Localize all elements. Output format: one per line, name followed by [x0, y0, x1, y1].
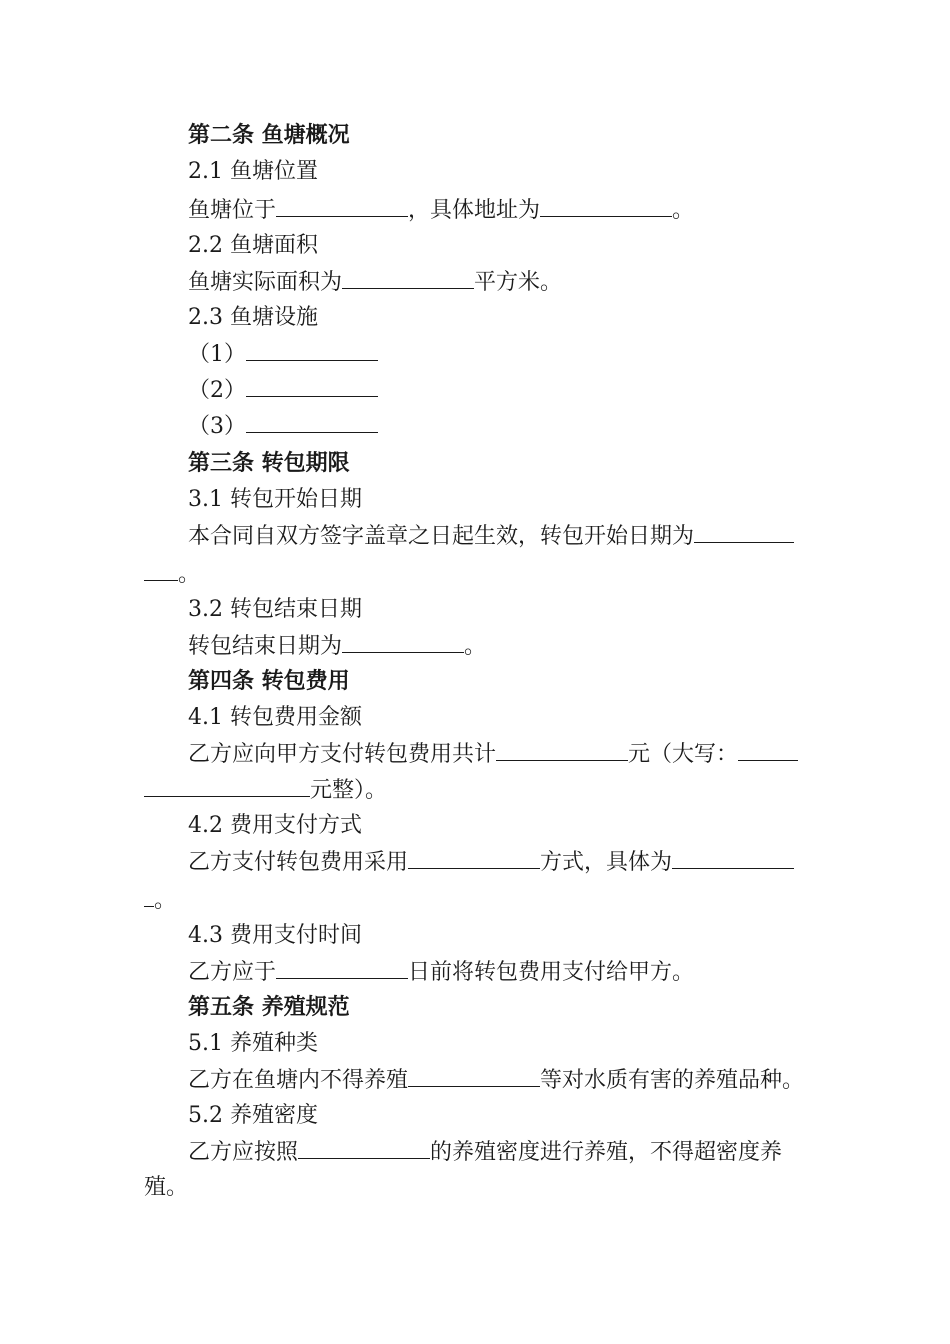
blank-payment-date	[276, 958, 408, 979]
clause-3-2-text	[188, 632, 486, 661]
section-2-heading: 第二条 鱼塘概况	[188, 123, 350, 148]
clause-4-1-text	[188, 740, 798, 769]
text-segment: 鱼塘实际面积为	[188, 270, 343, 295]
clause-4-3-heading: 4.3 费用支付时间	[188, 923, 362, 948]
blank-facility-2	[246, 376, 378, 397]
blank-end-date	[342, 632, 464, 653]
blank-pond-address	[540, 196, 672, 217]
blank-facility-3	[246, 412, 378, 433]
clause-2-1-heading: 2.1 鱼塘位置	[188, 159, 318, 184]
facility-item-2	[188, 376, 378, 405]
blank-fee-uppercase-cont	[144, 776, 310, 797]
clause-5-1-heading: 5.1 养殖种类	[188, 1031, 318, 1056]
text-segment: 乙方应向甲方支付转包费用共计	[188, 742, 497, 767]
blank-pond-location	[276, 196, 408, 217]
text-segment: 。	[154, 888, 177, 913]
text-segment: 的养殖密度进行养殖，不得超密度养	[430, 1140, 783, 1165]
text-segment: 。	[178, 562, 201, 587]
blank-pond-area	[342, 268, 474, 289]
clause-5-2-text	[188, 1138, 782, 1167]
blank-payment-detail-cont	[144, 886, 154, 907]
clause-5-2-text-cont: 殖。	[144, 1175, 189, 1200]
blank-facility-1	[246, 340, 378, 361]
clause-3-1-text	[188, 522, 794, 551]
facility-item-3	[188, 412, 378, 441]
clause-5-2-heading: 5.2 养殖密度	[188, 1103, 318, 1128]
item-number: （1）	[188, 342, 246, 367]
clause-3-2-heading: 3.2 转包结束日期	[188, 597, 362, 622]
text-segment: 。	[672, 198, 695, 223]
text-segment: 元整）。	[310, 778, 388, 803]
clause-2-2-heading: 2.2 鱼塘面积	[188, 233, 318, 258]
facility-item-1	[188, 340, 378, 369]
blank-start-date	[694, 522, 794, 543]
blank-fee-amount	[496, 740, 628, 761]
clause-3-1-heading: 3.1 转包开始日期	[188, 487, 362, 512]
text-segment: 乙方支付转包费用采用	[188, 850, 409, 875]
text-segment: 乙方在鱼塘内不得养殖	[188, 1068, 409, 1093]
text-segment: ，具体地址为	[408, 198, 541, 223]
text-segment: 鱼塘位于	[188, 198, 277, 223]
text-segment: 乙方应于	[188, 960, 277, 985]
blank-payment-detail	[672, 848, 794, 869]
text-segment: 转包结束日期为	[188, 634, 343, 659]
blank-start-date-cont	[144, 560, 178, 581]
clause-4-2-heading: 4.2 费用支付方式	[188, 813, 362, 838]
clause-2-3-heading: 2.3 鱼塘设施	[188, 305, 318, 330]
text-segment: 平方米。	[474, 270, 563, 295]
clause-2-1-text	[188, 196, 694, 225]
clause-4-2-text-cont	[144, 886, 176, 915]
section-5-heading: 第五条 养殖规范	[188, 995, 350, 1020]
clause-3-1-text-cont	[144, 560, 200, 589]
clause-2-2-text	[188, 268, 562, 297]
clause-5-1-text	[188, 1066, 804, 1095]
item-number: （3）	[188, 414, 246, 439]
blank-stocking-density	[298, 1138, 430, 1159]
text-segment: 等对水质有害的养殖品种。	[540, 1068, 805, 1093]
item-number: （2）	[188, 378, 246, 403]
text-segment: 。	[464, 634, 487, 659]
section-4-heading: 第四条 转包费用	[188, 669, 350, 694]
clause-4-3-text	[188, 958, 694, 987]
blank-prohibited-species	[408, 1066, 540, 1087]
clause-4-1-heading: 4.1 转包费用金额	[188, 705, 362, 730]
text-segment: 方式，具体为	[540, 850, 673, 875]
clause-4-2-text	[188, 848, 794, 877]
text-segment: 本合同自双方签字盖章之日起生效，转包开始日期为	[188, 524, 695, 549]
text-segment: 乙方应按照	[188, 1140, 299, 1165]
clause-4-1-text-cont	[144, 776, 387, 805]
text-segment: 日前将转包费用支付给甲方。	[408, 960, 695, 985]
blank-payment-method	[408, 848, 540, 869]
section-3-heading: 第三条 转包期限	[188, 451, 350, 476]
text-segment: 元（大写：	[628, 742, 739, 767]
blank-fee-uppercase	[738, 740, 798, 761]
